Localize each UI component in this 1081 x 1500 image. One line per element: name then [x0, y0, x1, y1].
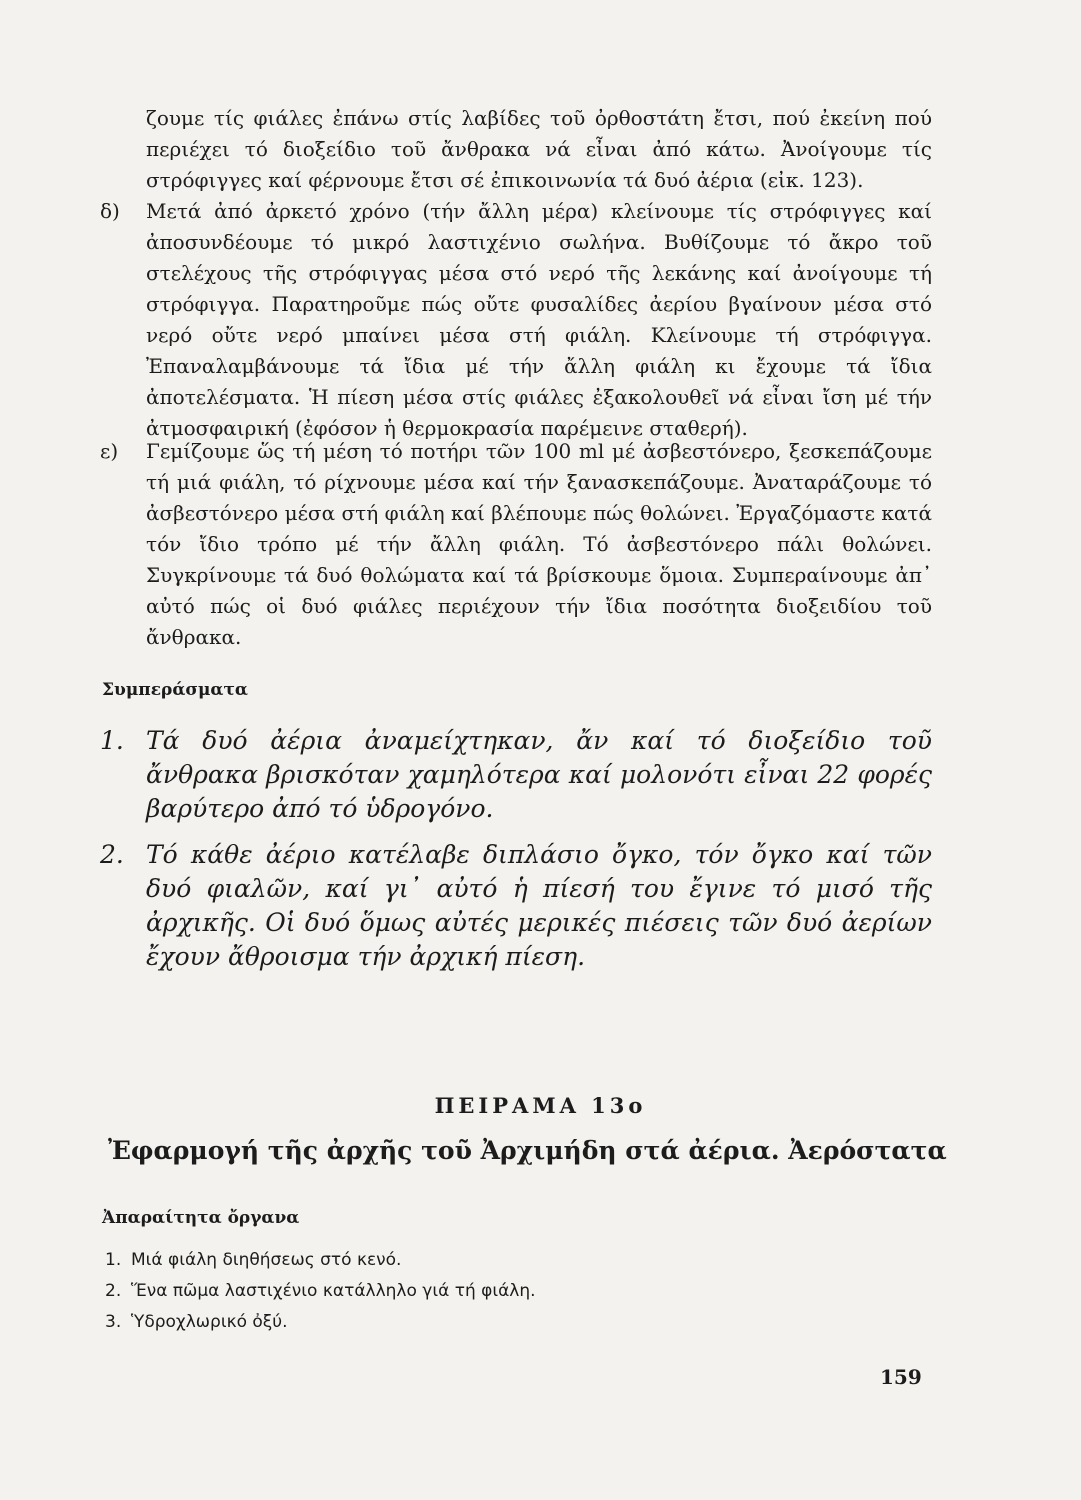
list-item [105, 1276, 536, 1307]
step-marker: ε) [100, 439, 119, 463]
conclusion-text: Τά δυό ἀέρια ἀναμείχτηκαν, ἄν καί τό διοξείδιο τοῦ ἄνθρακα βρισκόταν χαμηλότερα καί μολονότι εἶναι 22 φορές βαρύτερο ἀπό τό ὑδρογόνο. [146, 726, 932, 823]
step-d [100, 196, 932, 444]
step-text: Μετά ἀπό ἀρκετό χρόνο (τήν ἄλλη μέρα) κλείνουμε τίς στρόφιγγες καί ἀποσυνδέουμε τό μικρό λαστιχένιο σωλήνα. Βυθίζουμε τό ἄκρο τοῦ στελέχους τῆς στρόφιγγας μέσα στό νερό τῆς λεκάνης καί ἀνοίγουμε τή στρόφιγγα. Παρατηροῦμε πώς οὔτε φυσαλίδες ἀερίου βγαίνουν μέσα στό νερό οὔτε νερό μπαίνει μέσα στή φιάλη. Κλείνουμε τή στρόφιγγα. Ἐπαναλαμβάνουμε τά ἴδια μέ τήν ἄλλη φιάλη κι ἔχουμε τά ἴδια ἀποτελέσματα. Ἡ πίεση μέσα στίς φιάλες ἐξακολουθεῖ νά εἶναι ἴση μέ τήν ἀτμοσφαιρική (ἐφόσον ἡ θερμοκρασία παρέμεινε σταθερή). [146, 199, 932, 440]
intro-paragraph: ζουμε τίς φιάλες ἐπάνω στίς λαβίδες τοῦ ὀρθοστάτη ἔτσι, πού ἐκείνη πού περιέχει τό διοξείδιο τοῦ ἄνθρακα νά εἶναι ἀπό κάτω. Ἀνοίγουμε τίς στρόφιγγες καί φέρνουμε ἔτσι σέ ἐπικοινωνία τά δυό ἀέρια (εἰκ. 123). [146, 106, 932, 192]
page-number: 159 [880, 1365, 922, 1389]
experiment-title: Ἐφαρμογή τῆς ἀρχῆς τοῦ Ἀρχιμήδη στά ἀέρια. Ἀερόστατα [108, 1136, 947, 1165]
experiment-label: ΠΕΙΡΑΜΑ 13ο [434, 1093, 647, 1118]
list-text: Μιά φιάλη διηθήσεως στό κενό. [131, 1250, 402, 1270]
step-text: Γεμίζουμε ὥς τή μέση τό ποτήρι τῶν 100 ml μέ ἀσβεστόνερο, ξεσκεπάζουμε τή μιά φιάλη, τό ρίχνουμε μέσα καί τήν ξανασκεπάζουμε. Ἀναταράζουμε τό ἀσβεστόνερο μέσα στή φιάλη καί βλέπουμε πώς θολώνει. Ἐργαζόμαστε κατά τόν ἴδιο τρόπο μέ τήν ἄλλη φιάλη. Τό ἀσβεστόνερο πάλι θολώνει. Συγκρίνουμε τά δυό θολώματα καί τά βρίσκουμε ὅμοια. Συμπεραίνουμε ἀπ᾽ αὐτό πώς οἱ δυό φιάλες περιέχουν τήν ἴδια ποσότητα διοξειδίου τοῦ ἄνθρακα. [146, 439, 932, 649]
conclusion-text: Τό κάθε ἀέριο κατέλαβε διπλάσιο ὄγκο, τόν ὄγκο καί τῶν δυό φιαλῶν, καί γι᾽ αὐτό ἡ πίεσή του ἔγινε τό μισό τῆς ἀρχικῆς. Οἱ δυό ὅμως αὐτές μερικές πιέσεις τῶν δυό ἀερίων ἔχουν ἄθροισμα τήν ἀρχική πίεση. [146, 840, 932, 971]
conclusions-heading: Συμπεράσματα [102, 680, 249, 700]
list-text: Ἕνα πῶμα λαστιχένιο κατάλληλο γιά τή φιάλη. [131, 1281, 536, 1301]
conclusion-number: 1. [100, 726, 124, 755]
conclusion-item [100, 838, 932, 974]
list-item [105, 1245, 536, 1276]
list-text: Ὑδροχλωρικό ὀξύ. [131, 1312, 288, 1332]
equipment-heading: Ἀπαραίτητα ὄργανα [102, 1208, 300, 1228]
step-e [100, 436, 932, 653]
step-marker: δ) [100, 199, 120, 223]
conclusion-number: 2. [100, 840, 124, 869]
list-number: 1. [105, 1250, 122, 1270]
list-number: 2. [105, 1281, 122, 1301]
conclusion-item [100, 724, 932, 826]
equipment-list [105, 1245, 536, 1338]
list-number: 3. [105, 1312, 122, 1332]
list-item [105, 1307, 536, 1338]
